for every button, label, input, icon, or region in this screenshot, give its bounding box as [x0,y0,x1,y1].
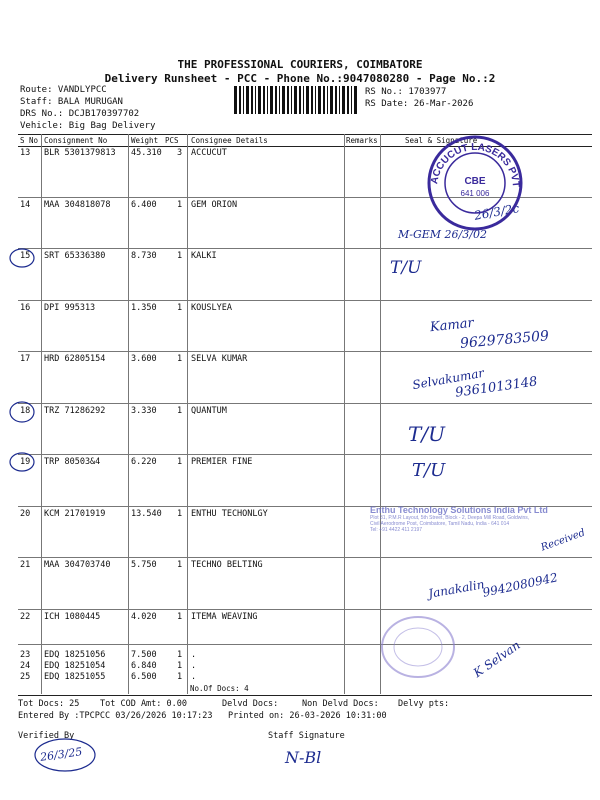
barcode-bar [239,86,241,114]
handwritten-name-17: Selvakumar [411,365,486,393]
col-pcs: PCS [165,136,179,145]
row-pcs: 1 [177,405,183,416]
row-consignee: ITEMA WEAVING [191,611,258,622]
barcode-bar [270,86,273,114]
row-consignment-no: KCM 21701919 [44,508,106,519]
staff: Staff: BALA MURUGAN [20,97,123,107]
row-consignee: TECHNO BELTING [191,560,263,570]
runsheet-subtitle: Delivery Runsheet - PCC - Phone No.:9047080280 - Page No.:2 [104,72,496,85]
col-sno: S No [20,136,39,145]
handwritten-tu-19: T/U [412,460,446,481]
barcode-bar [323,86,325,114]
row-consignee: QUANTUM [191,405,227,416]
barcode-bar [294,86,297,114]
row-consignment-no: HRD 62805154 [44,354,106,364]
vehicle: Vehicle: Big Bag Delivery [20,121,156,131]
handwritten-phone-16: 9629783509 [459,328,550,352]
row-consignment-no: DPI 995313 [44,302,96,313]
col-consignment: Consignment No [44,136,108,145]
barcode-bar [303,86,304,114]
rs-date: RS Date: 26-Mar-2026 [365,99,474,109]
row-weight: 8.730 [131,251,157,261]
accucut-stamp-arc-text: ACCUCUT LASERS PVT [429,141,522,188]
tot-docs: Tot Docs: 25 [18,699,80,709]
handwritten-verified-date: 26/3/25 [39,745,84,764]
barcode-bar [251,86,253,114]
handwritten-phone-21: 9942080942 [481,570,559,600]
row-consignee: PREMIER FINE [191,457,253,467]
barcode-bar [351,86,352,114]
row-pcs: 1 [177,251,183,261]
row-sno: 15 [20,251,31,261]
circle-mark-19 [8,451,36,473]
handwritten-date-13: 26/3/2c [473,201,521,223]
row-consignment-no: EDQ 18251054 [44,661,106,671]
accucut-stamp [420,128,530,238]
row-pcs: 1 [177,560,183,570]
non-delvd-docs: Non Delvd Docs: [302,699,379,709]
row-consignee: ENTHU TECHONLGY [191,508,268,519]
barcode-bar [282,86,285,114]
barcode-bar [291,86,292,114]
row-pcs: 1 [177,354,183,364]
staff-signature-label: Staff Signature [268,731,345,741]
row-sno: 17 [20,354,31,364]
route: Route: VANDLYPCC [20,85,107,95]
row-sno: 21 [20,560,31,570]
row-weight: 45.310 [131,148,162,158]
circle-mark-18 [8,400,36,424]
row-pcs: 1 [177,611,183,622]
row-sno: 18 [20,405,31,416]
barcode-bar [330,86,333,114]
no-of-docs: No.Of Docs: 4 [190,684,249,693]
row-weight: 1.350 [131,302,157,313]
barcode-bar [311,86,313,114]
row-pcs: 1 [177,650,183,660]
barcode-bar [299,86,301,114]
row-sno: 23 [20,650,31,660]
barcode-bar [255,86,256,114]
row-weight: 4.020 [131,611,157,622]
enthu-stamp-address1: Plot 31, P.M.R Layout, 5th Street, Block - 2, Deepa Mill Road, Goldwins, [370,515,530,521]
tot-cod-amt: Tot COD Amt: 0.00 [100,699,187,709]
row-weight: 6.220 [131,457,157,467]
handwritten-tu-15: T/U [390,258,422,278]
row-weight: 7.500 [131,650,157,660]
row-consignment-no: SRT 65336380 [44,251,106,261]
verified-circle [30,735,100,775]
row-consignment-no: TRZ 71286292 [44,405,106,416]
row-consignment-no: MAA 304818078 [44,199,111,210]
barcode-bar [246,86,249,114]
row-weight: 13.540 [131,508,162,519]
delvd-docs: Delvd Docs: [222,699,279,709]
row-consignment-no: EDQ 18251055 [44,672,106,682]
row-divider [18,454,592,455]
barcode-bar [258,86,261,114]
col-remarks: Remarks [346,136,378,145]
row-weight: 6.400 [131,199,157,210]
handwritten-phone-17: 9361013148 [454,374,539,401]
handwritten-sign-22: K Selvan [470,637,523,681]
barcode-bar [339,86,340,114]
row-sno: 22 [20,611,31,622]
barcode-bar [234,86,237,114]
row-pcs: 1 [177,199,183,210]
row-consignee: . [191,650,197,660]
row-divider [18,248,592,249]
row-weight: 3.600 [131,354,157,364]
col-consignee: Consignee Details [191,136,268,145]
barcode-bar [306,86,309,114]
row-consignee: KOUSLYEA [191,302,232,313]
handwritten-name-16: Kamar [429,315,475,336]
handwritten-staff-sign: N-Bl [285,748,322,767]
circle-mark-15 [8,247,36,269]
row-pcs: 1 [177,508,183,519]
enthu-stamp-name: Enthu Technology Solutions India Pvt Ltd [370,505,548,515]
row-sno: 14 [20,199,31,210]
row-weight: 6.840 [131,661,157,671]
row-pcs: 1 [177,672,183,682]
row-divider [18,351,592,352]
barcode-bar [315,86,316,114]
row-sno: 24 [20,661,31,671]
row-divider [18,403,592,404]
row-consignee: KALKI [191,251,217,261]
row-divider [18,557,592,558]
accucut-stamp-pin: 641 006 [460,189,490,198]
row-consignment-no: EDQ 18251056 [44,650,106,660]
row-sno: 25 [20,672,31,682]
row-consignee: ACCUCUT [191,148,227,158]
row-consignment-no: TRP 80503&4 [44,457,101,467]
barcode-bar [279,86,280,114]
barcode-bar [327,86,328,114]
row-pcs: 3 [177,148,183,158]
row-divider [18,300,592,301]
barcode-bar [275,86,277,114]
handwritten-name-21: Janakalin [427,577,486,601]
delvy-pts: Delvy pts: [398,699,450,709]
handwritten-tu-18: T/U [408,422,445,446]
printed-on: Printed on: 26-03-2026 10:31:00 [228,711,387,721]
handwritten-sign-14: M-GEM 26/3/02 [398,228,487,241]
barcode-bar [354,86,357,114]
barcode-bar [263,86,265,114]
enthu-received: Received [539,527,587,554]
row-consignment-no: MAA 304703740 [44,560,111,570]
row-pcs: 1 [177,661,183,671]
barcode-bar [342,86,345,114]
row-consignment-no: BLR 5301379813 [44,148,116,158]
row-sno: 13 [20,148,31,158]
row-weight: 5.750 [131,560,157,570]
barcode [232,86,362,116]
barcode-bar [347,86,349,114]
company-title: THE PROFESSIONAL COURIERS, COIMBATORE [177,58,423,71]
row-divider [18,609,592,610]
row-sno: 16 [20,302,31,313]
col-seal-signature: Seal & Signature [405,136,478,145]
row-weight: 6.500 [131,672,157,682]
drs-number: DRS No.: DCJB170397702 [20,109,140,119]
barcode-bar [243,86,244,114]
barcode-bar [318,86,321,114]
barcode-bar [335,86,337,114]
barcode-bar [267,86,268,114]
entered-by: Entered By :TPCPCC 03/26/2026 10:17:23 [18,711,213,721]
row-consignee: . [191,661,197,671]
enthu-stamp-phone: Tel: +91 4422 411 2197 [370,527,423,533]
row-sno: 19 [20,457,31,467]
enthu-stamp [370,505,592,533]
row-pcs: 1 [177,457,183,467]
row-consignee: SELVA KUMAR [191,354,248,364]
row-weight: 3.330 [131,405,157,416]
round-stamp-faded [378,612,458,682]
row-sno: 20 [20,508,31,519]
rs-number: RS No.: 1703977 [365,87,447,97]
enthu-stamp-address2: Civil Aerodrome Post, Coimbatore, Tamil Nadu, India - 641 014 [370,521,510,527]
row-consignee: GEM ORION [191,199,238,210]
row-consignee: . [191,672,197,682]
accucut-stamp-city: CBE [464,176,486,187]
verified-by-label: Verified By [18,731,75,741]
row-pcs: 1 [177,302,183,313]
row-consignment-no: ICH 1080445 [44,611,101,622]
col-weight: Weight [131,136,159,145]
barcode-bar [287,86,289,114]
